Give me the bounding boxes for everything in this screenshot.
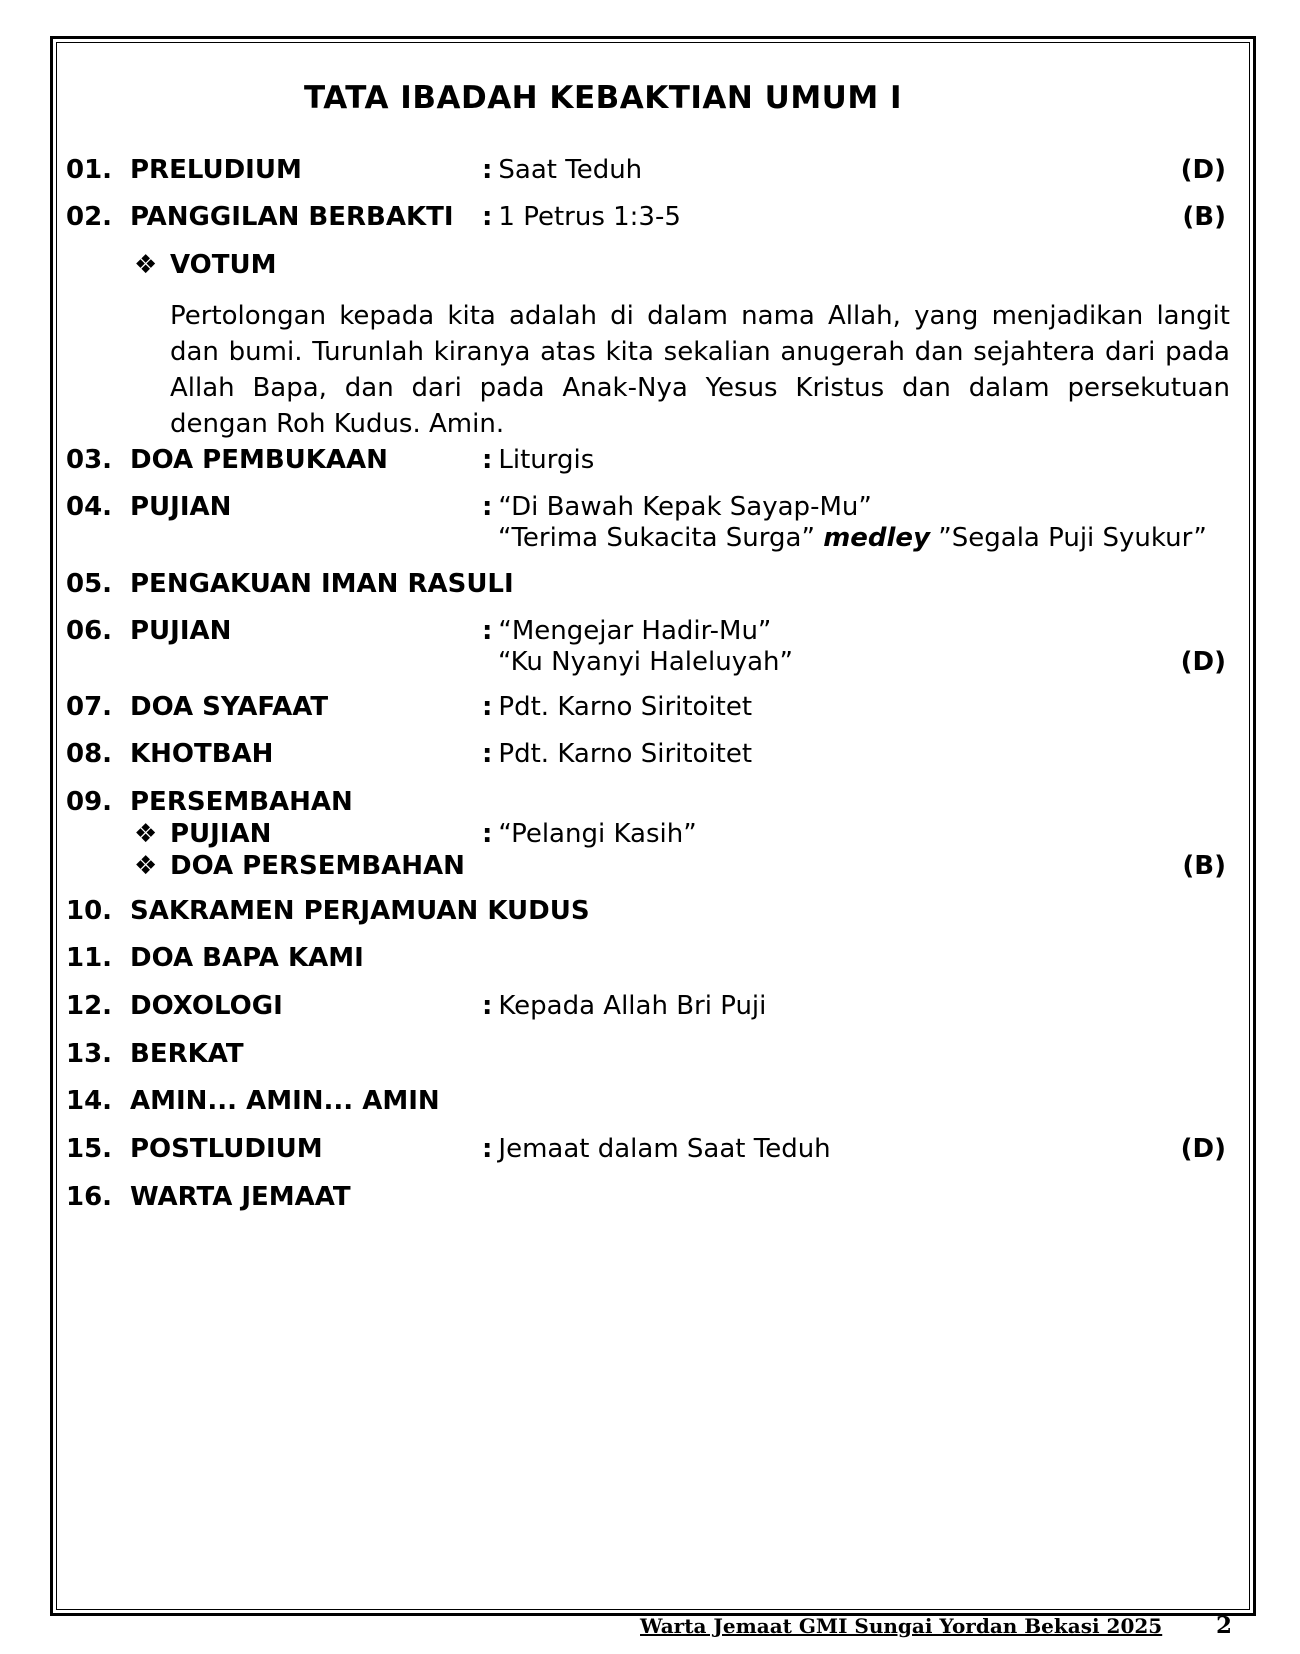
item-code: (B) <box>1182 202 1226 232</box>
item-number: 10. <box>66 896 113 926</box>
item-value <box>482 201 681 233</box>
item-label: PRELUDIUM <box>130 155 302 185</box>
item-number: 12. <box>66 991 113 1021</box>
colon: : <box>482 739 493 769</box>
item-value <box>482 691 752 723</box>
colon: : <box>482 492 493 522</box>
item-value <box>482 818 697 850</box>
item-value <box>482 990 766 1022</box>
item-label: POSTLUDIUM <box>130 1134 323 1164</box>
page-number: 2 <box>1216 1612 1233 1639</box>
item-label: DOXOLOGI <box>130 991 283 1021</box>
item-code: (D) <box>1180 1134 1226 1164</box>
item-label: DOA PEMBUKAAN <box>130 445 388 475</box>
colon: : <box>482 202 493 232</box>
item-value-text: Saat Teduh <box>498 155 643 185</box>
item-value <box>482 738 752 770</box>
item-value-text: Pdt. Karno Siritoitet <box>498 692 753 722</box>
item-value-line2 <box>498 522 1207 554</box>
item-value-text: Jemaat dalam Saat Teduh <box>498 1134 831 1164</box>
item-label: PERSEMBAHAN <box>130 787 353 817</box>
colon: : <box>482 445 493 475</box>
item-value <box>482 1133 831 1165</box>
votum-label-wrap <box>134 249 277 281</box>
votum-text: Pertolongan kepada kita adalah di dalam nama Allah, yang menjadikan langit dan bumi. Turunlah kiranya atas kita sekalian anugerah dan sejahtera dari pada Allah Bapa, dan dari pada Anak-Nya Yesus Kristus dan dalam persekutuan dengan Roh Kudus. Amin. <box>170 301 1230 439</box>
item-label: PUJIAN <box>130 616 232 646</box>
item-value-text: “Mengejar Hadir-Mu” <box>498 616 772 646</box>
page-title: TATA IBADAH KEBAKTIAN UMUM I <box>303 80 903 116</box>
item-label: AMIN... AMIN... AMIN <box>130 1086 440 1116</box>
item-label: KHOTBAH <box>130 739 274 769</box>
medley-word: medley <box>823 523 931 553</box>
item-number: 13. <box>66 1039 113 1069</box>
item-value <box>482 444 594 476</box>
colon: : <box>482 155 493 185</box>
item-number: 08. <box>66 739 113 769</box>
footer-title: Warta Jemaat GMI Sungai Yordan Bekasi 2025 <box>640 1614 1163 1638</box>
item-value-text: 1 Petrus 1:3-5 <box>498 202 681 232</box>
item-value <box>482 154 642 186</box>
item-number: 16. <box>66 1182 113 1212</box>
item-number: 15. <box>66 1134 113 1164</box>
item-value <box>482 615 771 647</box>
bullet-icon: ❖ <box>134 250 158 280</box>
item-label: PANGGILAN BERBAKTI <box>130 202 454 232</box>
sub-label-wrap <box>134 818 271 850</box>
colon: : <box>482 991 493 1021</box>
item-label: WARTA JEMAAT <box>130 1182 351 1212</box>
item-value-text: “Pelangi Kasih” <box>498 819 697 849</box>
colon: : <box>482 616 493 646</box>
item-label: DOA BAPA KAMI <box>130 943 364 973</box>
item-number: 06. <box>66 616 113 646</box>
item-label: SAKRAMEN PERJAMUAN KUDUS <box>130 896 590 926</box>
item-number: 07. <box>66 692 113 722</box>
item-number: 09. <box>66 787 113 817</box>
sub-label: PUJIAN <box>170 819 272 849</box>
colon: : <box>482 819 493 849</box>
item-label: DOA SYAFAAT <box>130 692 329 722</box>
song-a: “Terima Sukacita Surga” <box>498 523 815 553</box>
votum-label: VOTUM <box>170 250 277 280</box>
bullet-icon: ❖ <box>134 819 158 849</box>
item-number: 05. <box>66 569 113 599</box>
item-code: (B) <box>1182 851 1226 881</box>
sub-label-wrap <box>134 850 465 882</box>
item-value-text: Liturgis <box>498 445 595 475</box>
bullet-icon: ❖ <box>134 851 158 881</box>
colon: : <box>482 692 493 722</box>
item-code: (D) <box>1180 155 1226 185</box>
sub-label: DOA PERSEMBAHAN <box>170 851 465 881</box>
item-label: BERKAT <box>130 1039 244 1069</box>
item-number: 03. <box>66 445 113 475</box>
song-b: ”Segala Puji Syukur” <box>938 523 1207 553</box>
item-number: 02. <box>66 202 113 232</box>
item-value-text: Kepada Allah Bri Puji <box>498 991 767 1021</box>
colon: : <box>482 1134 493 1164</box>
item-number: 01. <box>66 155 113 185</box>
item-label: PENGAKUAN IMAN RASULI <box>130 569 514 599</box>
item-number: 14. <box>66 1086 113 1116</box>
item-value-line2: “Ku Nyanyi Haleluyah” <box>498 647 793 677</box>
item-number: 04. <box>66 492 113 522</box>
item-code: (D) <box>1180 647 1226 677</box>
item-value <box>482 491 872 523</box>
item-value-text: “Di Bawah Kepak Sayap-Mu” <box>498 492 872 522</box>
item-value-text: Pdt. Karno Siritoitet <box>498 739 753 769</box>
item-number: 11. <box>66 943 113 973</box>
item-label: PUJIAN <box>130 492 232 522</box>
